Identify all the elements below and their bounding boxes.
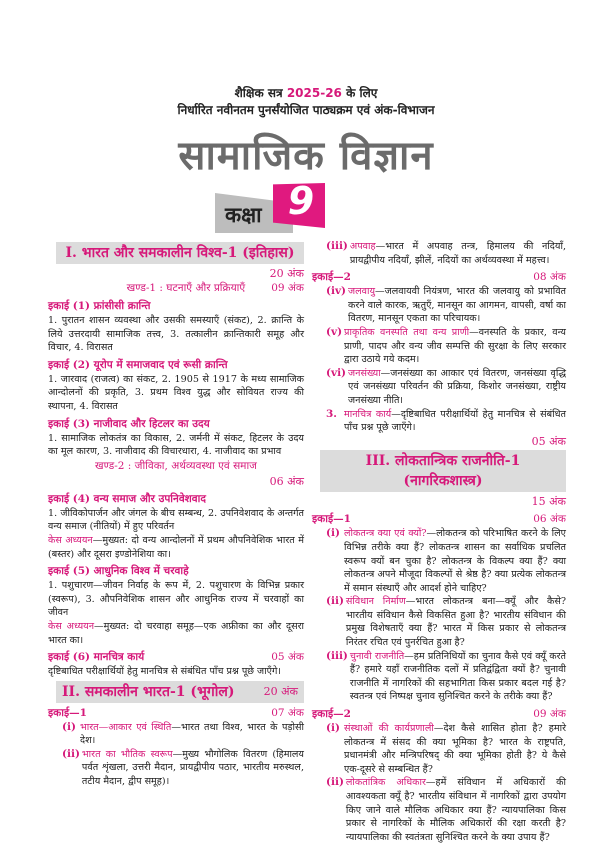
part-title: खण्ड-2 : जीविका, अर्थव्यवस्था एवं समाज bbox=[95, 459, 257, 472]
item-number: (ii) bbox=[326, 595, 344, 608]
section-title: I. भारत और समकालीन विश्व-1 (इतिहास) bbox=[65, 245, 295, 261]
left-column bbox=[48, 240, 304, 789]
topic-item bbox=[62, 721, 304, 748]
part-title: खण्ड-1 : घटनाएँ और प्रक्रियाएँ bbox=[126, 282, 246, 294]
section-title: II. समकालीन भारत-1 (भूगोल) bbox=[62, 683, 235, 700]
unit-heading bbox=[48, 358, 304, 373]
marks-label: 06 अंक bbox=[269, 474, 304, 488]
topic-item bbox=[326, 595, 566, 649]
item-number: (ii) bbox=[62, 747, 80, 760]
topic-item bbox=[326, 367, 566, 408]
unit-title: इकाई (6) मानचित्र कार्य bbox=[48, 651, 145, 664]
item-text: —भारत लोकतन्त्र बना—क्यूँ और कैसे? भारतीय संविधान कैसे विकसित हुआ है? भारतीय संविधान की प्रमुख विशेषताएँ क्या हैं? भारत में किस प्रकार से लोकतन्त्र निरंतर रचित एवं पुनर्रचित हुआ है? bbox=[345, 596, 567, 649]
item-title: भारत—आकार एवं स्थिति bbox=[80, 721, 172, 733]
unit-title: इकाई—2 bbox=[312, 708, 351, 721]
item-title: भारत का भौतिक स्वरूप bbox=[81, 748, 173, 760]
marks-label: 15 अंक bbox=[531, 495, 566, 509]
item-text: —हम प्रतिनिधियों का चुनाव कैसे एवं क्यूँ करते हैं? हमारे यहाँ राजनीतिक दलों में प्रतिद्वंद्विता क्यों है? चुनावी राजनीति में नागरिकों की सहभागिता किस प्रकार बदल गई है? स्वतन्त्र एवं निष्पक्ष चुनाव सुनिश्चित करने के तरीके क्या हैं? bbox=[349, 650, 567, 703]
topic-paragraph bbox=[48, 373, 304, 414]
item-number: (ii) bbox=[326, 776, 344, 789]
item-title: संस्थाओं की कार्यप्रणाली bbox=[344, 723, 434, 735]
topic-item bbox=[326, 527, 566, 595]
item-body bbox=[350, 650, 566, 704]
part-marks: 09 अंक bbox=[271, 282, 304, 294]
page-title: सामाजिक विज्ञान bbox=[178, 133, 434, 179]
item-body bbox=[344, 326, 566, 367]
topic-text: 1. पुरातन शासन व्यवस्था और उसकी समस्याएँ (संकट), 2. क्रान्ति के लिये उत्तरदायी सामाजिक तत्त्व, 3. तत्कालीन क्रान्तिकारी समूह और विचार, 4. विरासत bbox=[48, 315, 304, 354]
item-body bbox=[350, 240, 566, 267]
unit-marks: 07 अंक bbox=[271, 706, 304, 719]
topic-text: —मुख्यत: दो चरवाहा समूह—एक अफ्रीका का और दूसरा भारत का। bbox=[48, 620, 305, 646]
topic-item bbox=[326, 240, 566, 267]
item-body bbox=[346, 776, 566, 844]
unit-marks: 05 अंक bbox=[271, 651, 304, 664]
unit-heading bbox=[48, 492, 304, 507]
unit-title: इकाई (5) आधुनिक विश्व में चरवाहे bbox=[48, 565, 189, 578]
unit-title: इकाई (3) नाजीवाद और हिटलर का उदय bbox=[48, 417, 210, 430]
class-label: कक्षा bbox=[225, 203, 262, 227]
topic-paragraph bbox=[48, 620, 304, 647]
unit-marks: 06 अंक bbox=[533, 513, 566, 526]
item-marks: 05 अंक bbox=[531, 434, 566, 448]
unit-heading bbox=[312, 512, 566, 527]
unit-heading bbox=[48, 650, 304, 665]
item-body bbox=[344, 722, 566, 776]
unit-title: इकाई (2) यूरोप में समाजवाद एवं रूसी क्रान्ति bbox=[48, 358, 228, 371]
item-title: अपवाह bbox=[349, 241, 376, 252]
item-number: (iii) bbox=[326, 240, 348, 252]
topic-paragraph bbox=[48, 314, 304, 355]
item-number: (i) bbox=[326, 527, 340, 540]
topic-lead: केस अध्ययन bbox=[48, 620, 95, 632]
section-heading bbox=[56, 681, 304, 703]
unit-title: इकाई (4) वन्य समाज और उपनिवेशवाद bbox=[48, 492, 206, 505]
item-body bbox=[82, 748, 304, 789]
unit-title: इकाई—1 bbox=[312, 513, 351, 526]
topic-paragraph bbox=[48, 534, 304, 561]
unit-marks: 09 अंक bbox=[533, 708, 566, 721]
topic-text: —मुख्यत: दो वन्य आन्दोलनों में प्रथम औपनिवेशिक भारत में (बस्तर) और दूसरा इण्डोनेशिया का। bbox=[48, 534, 304, 560]
unit-title: इकाई—2 bbox=[312, 271, 351, 284]
item-number: (v) bbox=[326, 325, 343, 338]
unit-heading bbox=[48, 706, 304, 721]
topic-item bbox=[326, 722, 566, 776]
unit-heading bbox=[48, 564, 304, 579]
item-number: (i) bbox=[62, 720, 76, 733]
section-title: III. लोकतान्त्रिक राजनीति-1 (नागरिकशास्त्र) bbox=[365, 453, 521, 490]
unit-heading bbox=[312, 707, 566, 722]
session-year: 2025-26 bbox=[286, 86, 342, 100]
item-number: (i) bbox=[326, 722, 340, 735]
unit-heading bbox=[48, 417, 304, 432]
topic-item bbox=[326, 776, 566, 844]
topic-text: दृष्टिबाधित परीक्षार्थियों हेतु मानचित्र से संबंधित पाँच प्रश्न पूछे जाएँगे। bbox=[48, 666, 282, 678]
item-text: —दृष्टिबाधित परीक्षार्थियों हेतु मानचित्र से संबंधित पाँच प्रश्न पूछे जाएँगे। bbox=[344, 408, 567, 434]
marks-label: 20 अंक bbox=[269, 267, 304, 280]
session-prefix: शैक्षिक सत्र bbox=[234, 86, 287, 100]
unit-heading bbox=[48, 299, 304, 314]
item-text: —जलवायवी नियंत्रण, भारत की जलवायु को प्रभावित करने वाले कारक, ऋतुएँ, मानसून का आगमन, वापसी, वर्षा का वितरण, मानसून एकता का परिचायक। bbox=[348, 286, 566, 325]
class-number: 9 bbox=[287, 179, 315, 223]
item-body bbox=[348, 285, 566, 326]
item-text: —हमें संविधान में अधिकारों की आवश्यकता क्यूँ है? भारतीय संविधान में नागरिकों द्वारा उपयोग किए जाने वाले मौलिक अधिकार क्या हैं? न्यायपालिका किस प्रकार से नागरिकों के मौलिक अधिकारों की रक्षा करती है? न्यायपालिका की स्वतंत्रता सुनिश्चित करने के क्या उपाय हैं? bbox=[345, 777, 567, 843]
unit-marks: 08 अंक bbox=[533, 271, 566, 284]
topic-item bbox=[326, 285, 566, 326]
item-body bbox=[348, 367, 566, 408]
item-text: —देश कैसे शासित होता है? हमारे लोकतन्त्र में संसद की क्या भूमिका है? भारत के राष्ट्रपति, प्रधानमंत्री और मन्त्रिपरिषद् की क्या भूमिका होती है? ये कैसे एक-दूसरे से सम्बन्धित हैं? bbox=[344, 723, 566, 775]
item-number: (vi) bbox=[326, 366, 347, 379]
topic-text: 1. पशुचारण—जीवन निर्वाह के रूप में, 2. पशुचारण के विभिन्न प्रकार (स्वरूप), 3. औपनिवेशिक शासन और आधुनिक राज्य में चरवाहों का जीवन bbox=[48, 580, 304, 619]
item-text: —जनसंख्या का आकार एवं वितरण, जनसंख्या वृद्धि एवं जनसंख्या परिवर्तन की प्रक्रिया, किशोर जनसंख्या, राष्ट्रीय जनसंख्या नीति। bbox=[348, 367, 566, 406]
topic-lead: केस अध्ययन bbox=[48, 534, 93, 546]
item-body bbox=[344, 408, 566, 449]
item-number: (iii) bbox=[326, 649, 348, 662]
item-number: 3. bbox=[326, 407, 337, 420]
item-body bbox=[344, 527, 566, 595]
item-title: चुनावी राजनीति bbox=[349, 650, 405, 662]
topic-paragraph bbox=[48, 507, 304, 534]
item-title: जलवायु bbox=[348, 286, 376, 298]
topic-text: 1. सामाजिक लोकतंत्र का विकास, 2. जर्मनी में संकट, हिटलर के उदय का मूल कारण, 3. नाजीवाद की विचारधारा, 4. नाजीवाद का प्रभाव bbox=[48, 432, 304, 458]
item-number: (iv) bbox=[326, 285, 347, 298]
session-suffix: के लिए bbox=[341, 86, 378, 100]
item-text: —मुख्य भौगोलिक वितरण (हिमालय पर्वत शृंखला, उत्तरी मैदान, प्रायद्वीपीय पठार, भारतीय मरुस्थल, तटीय मैदान, द्वीप समूह)। bbox=[81, 748, 304, 788]
item-body bbox=[80, 721, 304, 748]
item-title: लोकतांत्रिक अधिकार bbox=[345, 777, 426, 789]
item-text: —भारत में अपवाह तन्त्र, हिमालय की नदियाँ, प्रायद्वीपीय नदियाँ, झीलें, नदियों का अर्थव्यवस्था में महत्त्व। bbox=[349, 241, 566, 266]
item-text: —भारत तथा विश्व, भारत के पड़ोसी देश। bbox=[80, 721, 304, 747]
unit-title: इकाई—1 bbox=[48, 706, 87, 719]
item-title: जनसंख्या bbox=[348, 367, 381, 379]
section-heading bbox=[56, 242, 304, 264]
item-title: मानचित्र कार्य bbox=[344, 408, 392, 420]
item-text: —वनस्पति के प्रकार, वन्य प्राणी, पादप और वन्य जीव सम्पत्ति की सुरक्षा के लिए सरकार द्वारा उठाये गये कदम। bbox=[344, 326, 566, 366]
unit-heading bbox=[312, 270, 566, 285]
topic-paragraph bbox=[48, 665, 304, 679]
topic-item bbox=[326, 650, 566, 704]
part-heading bbox=[48, 459, 304, 474]
topic-item bbox=[62, 748, 304, 789]
item-title: संविधान निर्माण bbox=[345, 596, 406, 608]
topic-paragraph bbox=[48, 432, 304, 459]
class-badge bbox=[215, 179, 325, 233]
right-column bbox=[312, 240, 566, 844]
part-heading bbox=[48, 281, 304, 296]
unit-title: इकाई (1) फ्रांसीसी क्रान्ति bbox=[48, 300, 151, 312]
section-heading bbox=[320, 450, 566, 492]
item-body bbox=[346, 595, 566, 649]
session-line bbox=[0, 84, 612, 101]
topic-item bbox=[326, 326, 566, 367]
section-marks: 20 अंक bbox=[263, 684, 298, 698]
syllabus-subtitle: निर्धारित नवीनतम पुनर्संयोजित पाठ्यक्रम एवं अंक-विभाजन bbox=[177, 103, 435, 117]
item-title: प्राकृतिक वनस्पति तथा वन्य प्राणी bbox=[344, 326, 470, 338]
topic-paragraph bbox=[48, 579, 304, 620]
item-text: —लोकतन्त्र को परिभाषित करने के लिए विभिन्न तरीके क्या हैं? लोकतन्त्र शासन का सर्वाधिक प्रचलित स्वरूप क्यों बन चुका है? लोकतन्त्र के विकल्प क्या हैं? क्या लोकतन्त्र अपने मौजूदा विकल्पों से श्रेष्ठ है? क्या प्रत्येक लोकतन्त्र में समान संस्थाएँ और आदर्श होने चाहिए? bbox=[344, 528, 566, 594]
topic-text: 1. जीविकोपार्जन और जंगल के बीच सम्बन्ध, 2. उपनिवेशवाद के अन्तर्गत वन्य समाज (नीतियों) में हुए परिवर्तन bbox=[48, 507, 304, 533]
topic-item bbox=[326, 408, 566, 449]
item-title: लोकतन्त्र क्या एवं क्यों? bbox=[344, 528, 427, 540]
topic-text: 1. जारवाद (राजत्व) का संकट, 2. 1905 से 1917 के मध्य सामाजिक आन्दोलनों की प्रकृति, 3. प्रथम विश्व युद्ध और सोवियत राज्य की स्थापना, 4. विरासत bbox=[48, 373, 304, 412]
